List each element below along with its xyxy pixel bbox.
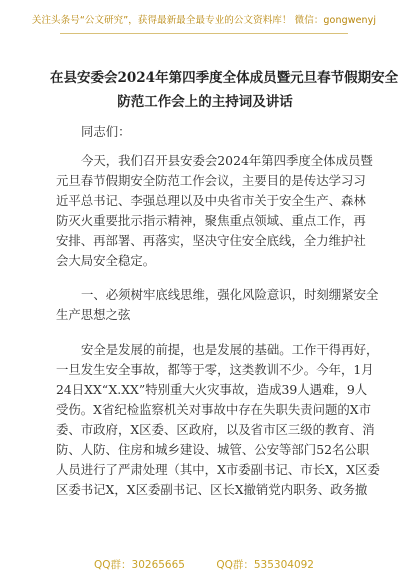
body-line: 会大局安全稳定。 [56, 253, 156, 268]
footer-qq-group-1: QQ群：30265665 [94, 559, 185, 571]
body-line: 区委书记X，X区委副书记、区长X撤销党内职务、政务撤 [56, 482, 368, 497]
document-title-line-2: 防范工作会上的主持词及讲话 [117, 94, 293, 110]
body-line: 受伤。X省纪检监察机关对事故中存在失职失责问题的X市 [56, 402, 372, 417]
body-line: 近平总书记、李强总理以及中央省市关于安全生产、森林 [56, 193, 366, 208]
body-line: 安排、再部署、再落实，坚决守住安全底线，全力维护社 [56, 233, 366, 248]
body-line: 防灭火重要批示指示精神，聚焦重点领域、重点工作，再 [56, 213, 366, 228]
document-title-line-1: 在县安委会2024年第四季度全体成员暨元旦春节假期安全 [50, 70, 399, 86]
footer [0, 557, 408, 572]
body-line: 今天，我们召开县安委会2024年第四季度全体成员暨 [81, 153, 373, 168]
header-banner: 关注头条号“公文研究”，获得最新最全最专业的公文资料库！ 微信：gongwenyj [31, 15, 377, 26]
header-divider [60, 33, 348, 34]
section-heading-line: 生产思想之弦 [56, 307, 131, 322]
body-line: 一旦发生安全事故，都等于零，这类教训不少。今年，1月 [56, 362, 374, 377]
body-line: 安全是发展的前提，也是发展的基础。工作干得再好， [81, 342, 379, 357]
footer-qq-group-2: QQ群：535304092 [216, 559, 314, 571]
body-line: 防、人防、住房和城乡建设、城管、公安等部门52名公职 [56, 442, 370, 457]
body-line: 24日XX“X.XX”特别重大火灾事故，造成39人遇难，9人 [56, 382, 368, 397]
section-heading-line: 一、必须树牢底线思维，强化风险意识，时刻绷紧安全 [81, 287, 379, 302]
body-line: 元旦春节假期安全防范工作会议，主要目的是传达学习习 [56, 173, 366, 188]
body-line: 委、市政府，X区委、区政府，以及省市区三级的教育、消 [56, 422, 375, 437]
greeting: 同志们： [81, 124, 131, 139]
body-line: 人员进行了严肃处理（其中，X市委副书记、市长X，X区委 [56, 462, 380, 477]
